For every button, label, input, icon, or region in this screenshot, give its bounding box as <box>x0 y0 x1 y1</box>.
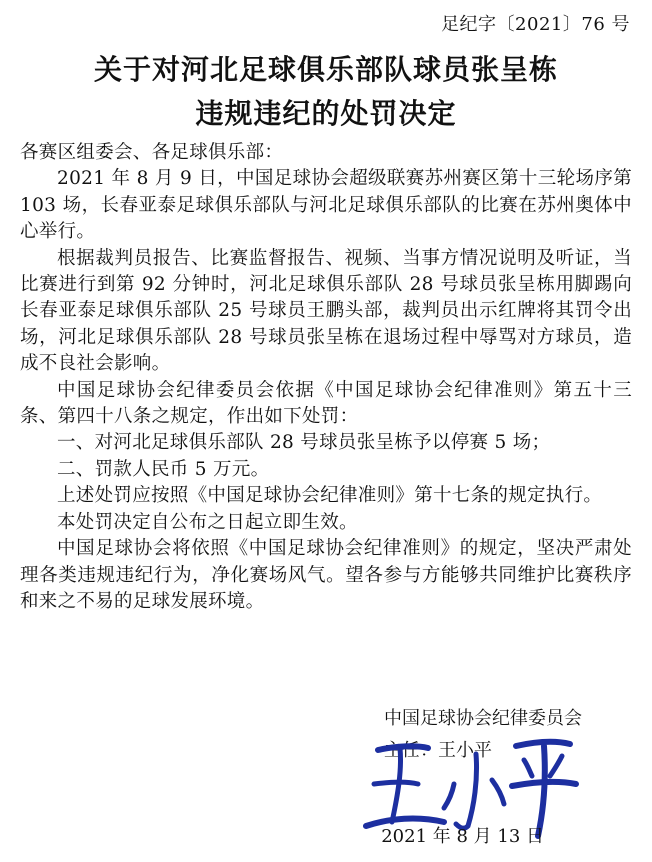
paragraph-closing: 中国足球协会将依照《中国足球协会纪律准则》的规定，坚决严肃处理各类违规违纪行为，净化赛场风气。望各参与方能够共同维护比赛秩序和来之不易的足球发展环境。 <box>20 538 632 612</box>
paragraph-effective: 本处罚决定自公布之日起立即生效。 <box>57 511 358 533</box>
signature-organization: 中国足球协会纪律委员会 <box>384 708 582 729</box>
paragraph-basis: 中国足球协会纪律委员会依据《中国足球协会纪律准则》第五十三条、第四十八条之规定，作出如下处罚： <box>20 379 632 428</box>
paragraph-incident: 根据裁判员报告、比赛监督报告、视频、当事方情况说明及听证，当比赛进行到第 92 分钟时，河北足球俱乐部队 28 号球员张呈栋用脚踢向长春亚泰足球俱乐部队 25 号球员王鹏头部，裁判员出示红牌将其罚令出场，河北足球俱乐部队 28 号球员张呈栋在退场过程中辱骂对方球员，造成不良社会影响。 <box>20 247 632 375</box>
paragraph-match-info: 2021 年 8 月 9 日，中国足球协会超级联赛苏州赛区第十三轮场序第 103 场，长春亚泰足球俱乐部队与河北足球俱乐部队的比赛在苏州奥体中心举行。 <box>20 168 632 243</box>
title-line-2: 违规违纪的处罚决定 <box>195 97 457 130</box>
penalty-item-2: 二、罚款人民币 5 万元。 <box>57 458 270 480</box>
paragraph-execution: 上述处罚应按照《中国足球协会纪律准则》第十七条的规定执行。 <box>57 485 603 507</box>
signature-date: 2021 年 8 月 13 日 <box>381 826 544 847</box>
title-line-1: 关于对河北足球俱乐部队球员张呈栋 <box>93 53 558 86</box>
salutation: 各赛区组委会、各足球俱乐部： <box>20 142 284 163</box>
document-body <box>20 140 632 615</box>
document-number: 足纪字〔2021〕76 号 <box>441 14 630 35</box>
penalty-item-1: 一、对河北足球俱乐部队 28 号球员张呈栋予以停赛 5 场； <box>57 432 551 454</box>
signature-title: 主任：王小平 <box>384 740 492 761</box>
